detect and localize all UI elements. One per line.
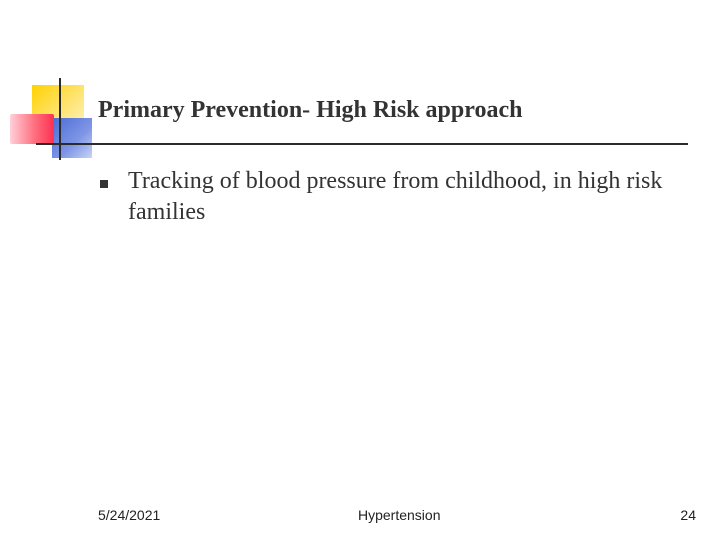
footer-title: Hypertension (358, 507, 441, 523)
slide-title: Primary Prevention- High Risk approach (98, 97, 523, 123)
decorative-red-bar (10, 114, 54, 144)
title-underline (36, 143, 688, 145)
square-bullet-icon (100, 180, 108, 188)
bullet-text: Tracking of blood pressure from childhood, in high risk families (128, 168, 663, 225)
page-number: 24 (680, 507, 696, 523)
decorative-vertical-line (59, 78, 61, 160)
decorative-blue-square (52, 118, 92, 158)
bullet-item (98, 166, 678, 228)
footer-date: 5/24/2021 (98, 507, 161, 523)
